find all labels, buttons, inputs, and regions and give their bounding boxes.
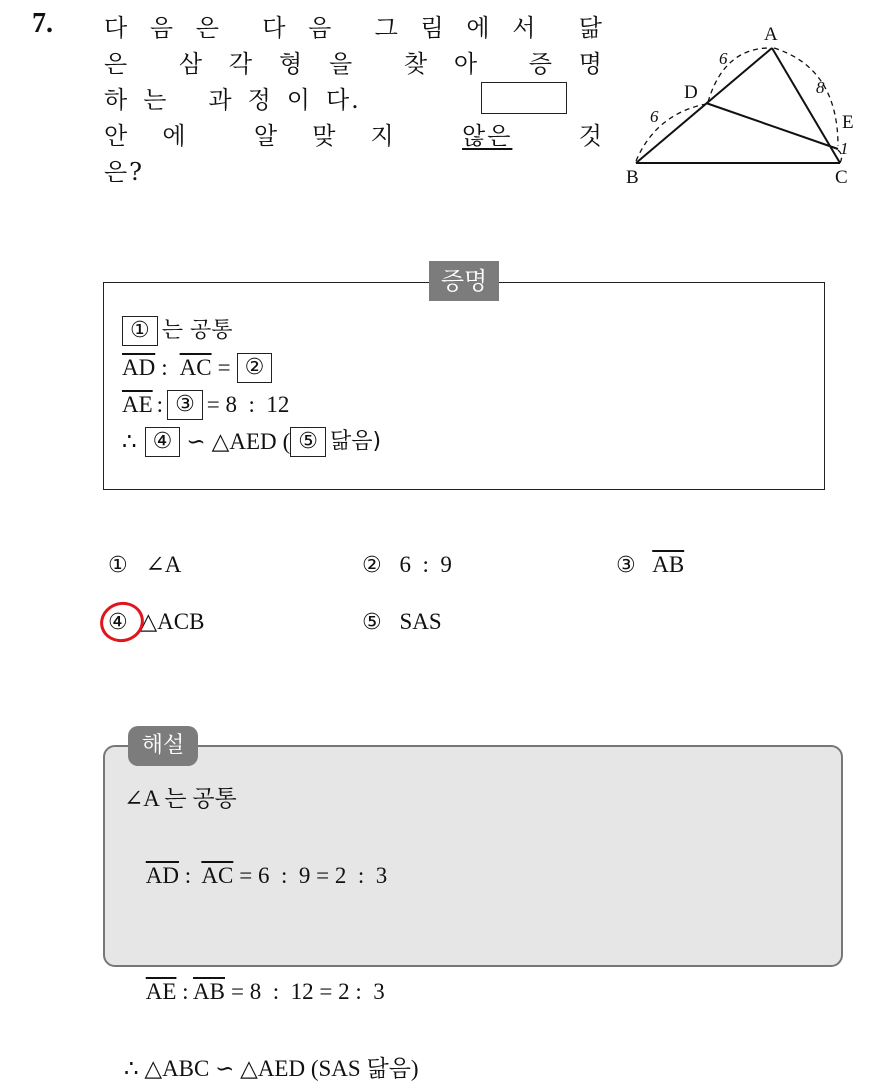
triangle-figure xyxy=(616,18,866,190)
answer-blank-box xyxy=(481,82,567,114)
word: 닮 xyxy=(579,10,604,46)
answer-mark-circle xyxy=(96,597,149,647)
choice-text: 6 : 9 xyxy=(399,552,451,577)
word: 안 xyxy=(104,118,129,154)
length-AD: 6 xyxy=(719,49,728,68)
ratio-colon: : xyxy=(176,979,193,1004)
word: 림 xyxy=(421,10,446,46)
label-B: B xyxy=(626,167,639,188)
choice-number: ④ xyxy=(108,610,128,635)
segment-label: $\overline{AB}$ xyxy=(193,979,225,1004)
length-AE: 8 xyxy=(816,78,825,97)
word: 에 xyxy=(466,10,491,46)
question-line-2 xyxy=(104,46,604,82)
blank-1: ① xyxy=(122,316,158,346)
segment-label: $\overline{AC}$ xyxy=(201,863,233,888)
blank-3: ③ xyxy=(167,390,203,420)
paren-open: ( xyxy=(283,423,291,460)
segment-AB xyxy=(636,48,772,163)
arc-AE xyxy=(774,48,838,146)
choice-4[interactable] xyxy=(108,609,204,635)
word: 명 xyxy=(579,46,604,82)
word: 다 xyxy=(104,10,129,46)
solution-tab: 해설 xyxy=(128,726,198,766)
choice-number: ② xyxy=(362,553,382,578)
solution-ratio: = 8 : 12 = 2 : 3 xyxy=(231,979,385,1004)
word: 는 xyxy=(143,82,168,118)
solution-line-4 xyxy=(124,1050,419,1088)
question-line-1 xyxy=(104,10,604,46)
equals-sign: = xyxy=(218,349,231,386)
choice-text: △ACB xyxy=(139,609,204,634)
label-C: C xyxy=(835,167,848,188)
choice-1[interactable] xyxy=(108,552,181,578)
choice-number: ③ xyxy=(616,553,636,578)
choice-number: ⑤ xyxy=(362,610,382,635)
similarity-word: 닮음) xyxy=(330,423,381,460)
word: 증 xyxy=(529,46,554,82)
word: 맞 xyxy=(312,118,337,154)
choice-number: ① xyxy=(108,553,128,578)
blank-5: ⑤ xyxy=(290,427,326,457)
word: 정 xyxy=(248,82,273,118)
word: 이 xyxy=(287,82,312,118)
proof-line-4 xyxy=(122,423,381,460)
solution-conclusion: ∴ △ABC ∽ △AED (SAS 닮음) xyxy=(124,1056,419,1081)
solution-body xyxy=(124,780,419,1088)
choice-5[interactable] xyxy=(362,609,442,635)
choice-text: $\overline{AB}$ xyxy=(652,552,684,577)
underlined-word: 않은 xyxy=(462,118,512,154)
label-A: A xyxy=(764,24,778,45)
solution-ratio: = 6 : 9 = 2 : 3 xyxy=(239,863,387,888)
word: 음 xyxy=(150,10,175,46)
word: 그 xyxy=(375,10,400,46)
word: 과 xyxy=(208,82,233,118)
word: 음 xyxy=(308,10,333,46)
word: 은 xyxy=(196,10,221,46)
proof-ratio: = 8 : 12 xyxy=(207,386,290,423)
proof-line-3 xyxy=(122,386,381,423)
word: 지 xyxy=(371,118,396,154)
question-line-4 xyxy=(104,118,604,154)
proof-body xyxy=(122,312,381,460)
segment-label: $\overline{AE}$ xyxy=(146,979,177,1004)
word: 알 xyxy=(254,118,279,154)
word: 은 xyxy=(104,46,129,82)
ratio-colon: : xyxy=(157,386,163,423)
solution-line-2 xyxy=(124,819,419,935)
blank-2: ② xyxy=(237,353,273,383)
similar-symbol: ∽ xyxy=(186,423,205,460)
solution-line-1 xyxy=(124,780,419,819)
word: 을 xyxy=(329,46,354,82)
solution-text: ∠A 는 공통 xyxy=(124,786,237,811)
word: 은? xyxy=(104,154,144,190)
question-line-5 xyxy=(104,154,604,190)
length-EC: 1 xyxy=(840,139,849,158)
proof-line-2 xyxy=(122,349,381,386)
segment-label: $\overline{AE}$ xyxy=(122,386,153,423)
word: 삼 xyxy=(179,46,204,82)
length-DB: 6 xyxy=(650,107,659,126)
segment-label: $\overline{AD}$ xyxy=(146,863,179,888)
word: 다. xyxy=(326,82,361,118)
proof-tab: 증명 xyxy=(429,261,499,301)
therefore-symbol: ∴ xyxy=(122,423,137,460)
choice-text: SAS xyxy=(399,609,441,634)
segment-label: $\overline{AD}$ xyxy=(122,349,155,386)
word: 다 xyxy=(262,10,287,46)
choice-3[interactable] xyxy=(616,552,684,578)
blank-4: ④ xyxy=(145,427,181,457)
word: 각 xyxy=(229,46,254,82)
choice-2[interactable] xyxy=(362,552,452,578)
label-E: E xyxy=(842,112,854,133)
label-D: D xyxy=(684,82,698,103)
word: 찾 xyxy=(404,46,429,82)
segment-label: $\overline{AC}$ xyxy=(180,349,212,386)
question-line-3 xyxy=(104,82,604,118)
word: 에 xyxy=(162,118,187,154)
word: 하 xyxy=(104,82,129,118)
proof-line-1 xyxy=(122,312,381,349)
word: 아 xyxy=(454,46,479,82)
question-text xyxy=(104,10,604,190)
ratio-colon: : xyxy=(161,349,167,386)
proof-text: 는 공통 xyxy=(162,312,233,349)
word: 서 xyxy=(512,10,537,46)
word: 형 xyxy=(279,46,304,82)
question-number: 7. xyxy=(32,8,53,40)
triangle-aed: △AED xyxy=(212,423,277,460)
ratio-colon: : xyxy=(179,863,201,888)
choice-text: ∠A xyxy=(145,552,181,577)
solution-line-3 xyxy=(124,934,419,1050)
word: 것 xyxy=(579,118,604,154)
